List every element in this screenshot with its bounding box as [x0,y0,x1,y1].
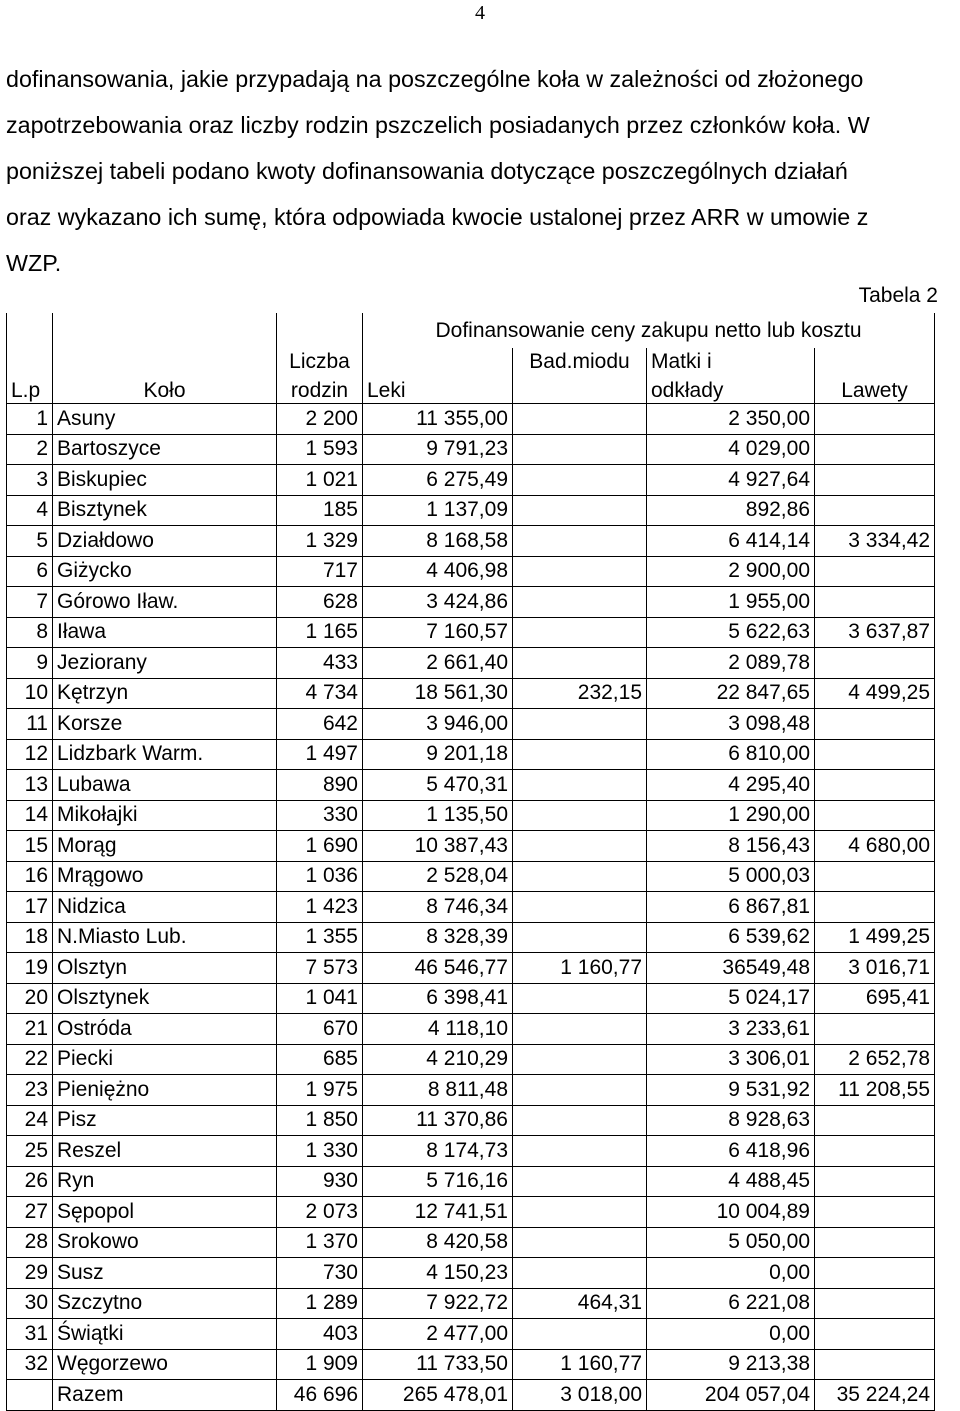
cell-lawety: 3 637,87 [815,617,935,648]
table-row [7,1044,935,1075]
cell-rodziny: 628 [277,587,363,618]
cell-lawety: 11 208,55 [815,1075,935,1106]
cell-kolo: Iława [53,617,277,648]
table-row [7,1319,935,1350]
cell-matki: 6 539,62 [647,922,815,953]
cell-lp [7,1380,53,1411]
table-row [7,983,935,1014]
table-row [7,953,935,984]
cell-lawety [815,1197,935,1228]
cell-bad-miodu [513,922,647,953]
cell-lp: 16 [7,861,53,892]
table-row [7,892,935,923]
cell-leki: 4 118,10 [363,1014,513,1045]
paragraph-line: poniższej tabeli podano kwoty dofinansowania dotyczące poszczególnych działań [6,158,848,184]
table-row [7,861,935,892]
table-row [7,617,935,648]
cell-leki: 8 168,58 [363,526,513,557]
header-kolo: Koło [53,374,277,404]
cell-lp: 30 [7,1288,53,1319]
header-rodzin: rodzin [277,374,363,404]
cell-leki: 8 420,58 [363,1227,513,1258]
total-leki: 265 478,01 [363,1380,513,1411]
cell-bad-miodu [513,495,647,526]
table-row [7,678,935,709]
cell-leki: 11 370,86 [363,1105,513,1136]
header-bad-miodu: Bad.miodu [513,348,647,374]
table-row [7,1227,935,1258]
cell-lp: 11 [7,709,53,740]
cell-matki: 6 867,81 [647,892,815,923]
cell-leki: 2 528,04 [363,861,513,892]
cell-rodziny: 930 [277,1166,363,1197]
cell-rodziny: 1 593 [277,434,363,465]
table-row [7,709,935,740]
cell-lawety [815,434,935,465]
cell-lp: 14 [7,800,53,831]
cell-kolo: Pisz [53,1105,277,1136]
cell-rodziny: 4 734 [277,678,363,709]
cell-matki: 4 295,40 [647,770,815,801]
cell-matki: 1 955,00 [647,587,815,618]
cell-kolo: Srokowo [53,1227,277,1258]
cell-bad-miodu [513,1136,647,1167]
cell-bad-miodu [513,739,647,770]
cell-lawety [815,1166,935,1197]
cell-leki: 8 746,34 [363,892,513,923]
table-row [7,404,935,435]
cell-leki: 11 355,00 [363,404,513,435]
cell-lp: 15 [7,831,53,862]
cell-matki: 0,00 [647,1258,815,1289]
header-row [7,374,935,404]
cell-kolo: Olsztyn [53,953,277,984]
cell-lawety: 4 680,00 [815,831,935,862]
cell-kolo: Susz [53,1258,277,1289]
cell-lp: 25 [7,1136,53,1167]
cell-leki: 3 946,00 [363,709,513,740]
cell-kolo: Mrągowo [53,861,277,892]
cell-matki: 3 233,61 [647,1014,815,1045]
cell-bad-miodu [513,465,647,496]
cell-lp: 7 [7,587,53,618]
paragraph-line: WZP. [6,250,62,276]
cell-kolo: Pieniężno [53,1075,277,1106]
cell-bad-miodu [513,1166,647,1197]
cell-bad-miodu [513,892,647,923]
cell-rodziny: 1 975 [277,1075,363,1106]
cell-leki: 8 174,73 [363,1136,513,1167]
cell-bad-miodu: 464,31 [513,1288,647,1319]
table-row [7,1136,935,1167]
funding-table [6,313,935,1411]
cell-rodziny: 1 423 [277,892,363,923]
cell-rodziny: 1 497 [277,739,363,770]
table-row [7,526,935,557]
cell-lawety: 3 016,71 [815,953,935,984]
cell-leki: 8 328,39 [363,922,513,953]
header-lawety: Lawety [815,374,935,404]
cell-bad-miodu: 1 160,77 [513,1349,647,1380]
cell-kolo: Ostróda [53,1014,277,1045]
cell-lp: 5 [7,526,53,557]
cell-kolo: Piecki [53,1044,277,1075]
cell-bad-miodu [513,1075,647,1106]
cell-rodziny: 403 [277,1319,363,1350]
cell-bad-miodu [513,709,647,740]
cell-lp: 3 [7,465,53,496]
cell-matki: 2 089,78 [647,648,815,679]
cell-leki: 1 135,50 [363,800,513,831]
cell-kolo: Świątki [53,1319,277,1350]
cell-kolo: Mikołajki [53,800,277,831]
cell-bad-miodu [513,1319,647,1350]
cell-bad-miodu [513,1044,647,1075]
table-row [7,1014,935,1045]
cell-lp: 2 [7,434,53,465]
cell-bad-miodu [513,648,647,679]
header-matki-2: odkłady [647,374,815,404]
table-row [7,922,935,953]
cell-kolo: Giżycko [53,556,277,587]
table-row [7,587,935,618]
table-row [7,1197,935,1228]
cell-bad-miodu: 1 160,77 [513,953,647,984]
cell-kolo: Asuny [53,404,277,435]
cell-leki: 5 716,16 [363,1166,513,1197]
cell-leki: 1 137,09 [363,495,513,526]
cell-leki: 2 477,00 [363,1319,513,1350]
cell-matki: 1 290,00 [647,800,815,831]
cell-lp: 21 [7,1014,53,1045]
cell-lawety [815,709,935,740]
header-matki-1: Matki i [647,348,815,374]
cell-leki: 3 424,86 [363,587,513,618]
cell-kolo: Lubawa [53,770,277,801]
cell-lawety [815,739,935,770]
cell-lawety [815,587,935,618]
cell-bad-miodu [513,1105,647,1136]
cell-leki: 9 201,18 [363,739,513,770]
table-row [7,800,935,831]
table-row [7,434,935,465]
cell-matki: 5 622,63 [647,617,815,648]
cell-lawety: 2 652,78 [815,1044,935,1075]
cell-lawety [815,770,935,801]
cell-lp: 10 [7,678,53,709]
page-number: 4 [475,2,485,24]
cell-lawety: 4 499,25 [815,678,935,709]
header-lp: L.p [7,374,53,404]
cell-matki: 2 350,00 [647,404,815,435]
cell-lp: 4 [7,495,53,526]
cell-leki: 4 150,23 [363,1258,513,1289]
total-lawety: 35 224,24 [815,1380,935,1411]
cell-rodziny: 1 021 [277,465,363,496]
header-row [7,313,935,348]
cell-bad-miodu [513,1014,647,1045]
paragraph-line: zapotrzebowania oraz liczby rodzin pszczelich posiadanych przez członków koła. W [6,112,870,138]
cell-lawety [815,1105,935,1136]
cell-lp: 27 [7,1197,53,1228]
cell-matki: 6 221,08 [647,1288,815,1319]
cell-bad-miodu [513,831,647,862]
cell-lawety [815,648,935,679]
cell-lp: 26 [7,1166,53,1197]
header-leki: Leki [363,374,513,404]
cell-bad-miodu [513,1197,647,1228]
total-label: Razem [53,1380,277,1411]
cell-kolo: Szczytno [53,1288,277,1319]
cell-kolo: Działdowo [53,526,277,557]
cell-lp: 28 [7,1227,53,1258]
table-row [7,1105,935,1136]
cell-lawety [815,1319,935,1350]
cell-bad-miodu [513,526,647,557]
cell-kolo: Korsze [53,709,277,740]
cell-kolo: Olsztynek [53,983,277,1014]
cell-lawety [815,1136,935,1167]
cell-lp: 8 [7,617,53,648]
cell-lawety [815,800,935,831]
cell-lp: 24 [7,1105,53,1136]
cell-lawety [815,465,935,496]
cell-rodziny: 1 690 [277,831,363,862]
cell-matki: 5 000,03 [647,861,815,892]
cell-lp: 19 [7,953,53,984]
cell-bad-miodu [513,617,647,648]
table-row [7,465,935,496]
cell-matki: 6 418,96 [647,1136,815,1167]
cell-lp: 20 [7,983,53,1014]
cell-rodziny: 1 355 [277,922,363,953]
cell-matki: 4 029,00 [647,434,815,465]
cell-lp: 17 [7,892,53,923]
cell-lp: 18 [7,922,53,953]
table-row [7,1288,935,1319]
table-row [7,1075,935,1106]
cell-rodziny: 670 [277,1014,363,1045]
cell-matki: 8 928,63 [647,1105,815,1136]
cell-rodziny: 685 [277,1044,363,1075]
cell-kolo: N.Miasto Lub. [53,922,277,953]
cell-rodziny: 1 036 [277,861,363,892]
cell-lawety: 695,41 [815,983,935,1014]
cell-bad-miodu [513,556,647,587]
cell-matki: 3 306,01 [647,1044,815,1075]
cell-leki: 7 922,72 [363,1288,513,1319]
cell-rodziny: 2 200 [277,404,363,435]
cell-lp: 31 [7,1319,53,1350]
table-row [7,1349,935,1380]
cell-rodziny: 717 [277,556,363,587]
cell-matki: 8 156,43 [647,831,815,862]
cell-lp: 12 [7,739,53,770]
cell-rodziny: 1 289 [277,1288,363,1319]
cell-kolo: Kętrzyn [53,678,277,709]
cell-matki: 36549,48 [647,953,815,984]
cell-rodziny: 890 [277,770,363,801]
cell-matki: 4 927,64 [647,465,815,496]
paragraph-line: oraz wykazano ich sumę, która odpowiada kwocie ustalonej przez ARR w umowie z [6,204,869,230]
header-liczba: Liczba [277,348,363,374]
total-matki: 204 057,04 [647,1380,815,1411]
cell-matki: 2 900,00 [647,556,815,587]
table-row [7,556,935,587]
cell-matki: 10 004,89 [647,1197,815,1228]
total-row [7,1380,935,1411]
cell-kolo: Morąg [53,831,277,862]
total-bad-miodu: 3 018,00 [513,1380,647,1411]
cell-leki: 46 546,77 [363,953,513,984]
cell-kolo: Górowo Iław. [53,587,277,618]
cell-lp: 9 [7,648,53,679]
cell-lawety [815,1014,935,1045]
cell-leki: 18 561,30 [363,678,513,709]
cell-lawety [815,1349,935,1380]
cell-lawety: 3 334,42 [815,526,935,557]
cell-rodziny: 1 370 [277,1227,363,1258]
cell-lawety: 1 499,25 [815,922,935,953]
cell-bad-miodu: 232,15 [513,678,647,709]
cell-matki: 6 810,00 [647,739,815,770]
table-row [7,495,935,526]
cell-rodziny: 330 [277,800,363,831]
cell-lp: 22 [7,1044,53,1075]
cell-matki: 6 414,14 [647,526,815,557]
table-row [7,739,935,770]
cell-leki: 8 811,48 [363,1075,513,1106]
cell-lp: 32 [7,1349,53,1380]
cell-leki: 11 733,50 [363,1349,513,1380]
cell-leki: 2 661,40 [363,648,513,679]
header-row [7,348,935,374]
cell-bad-miodu [513,800,647,831]
cell-rodziny: 433 [277,648,363,679]
cell-kolo: Bisztynek [53,495,277,526]
cell-lp: 29 [7,1258,53,1289]
cell-matki: 5 050,00 [647,1227,815,1258]
cell-bad-miodu [513,587,647,618]
cell-leki: 5 470,31 [363,770,513,801]
table-caption: Tabela 2 [858,284,938,307]
cell-bad-miodu [513,1227,647,1258]
cell-bad-miodu [513,861,647,892]
cell-lawety [815,495,935,526]
cell-matki: 22 847,65 [647,678,815,709]
table-row [7,770,935,801]
cell-matki: 3 098,48 [647,709,815,740]
cell-matki: 9 531,92 [647,1075,815,1106]
cell-kolo: Nidzica [53,892,277,923]
cell-bad-miodu [513,434,647,465]
paragraph-line: dofinansowania, jakie przypadają na poszczególne koła w zależności od złożonego [6,66,864,92]
cell-rodziny: 185 [277,495,363,526]
cell-lawety [815,1288,935,1319]
cell-rodziny: 1 041 [277,983,363,1014]
cell-bad-miodu [513,1258,647,1289]
cell-matki: 0,00 [647,1319,815,1350]
cell-leki: 10 387,43 [363,831,513,862]
cell-kolo: Jeziorany [53,648,277,679]
table-body [7,313,935,1411]
cell-leki: 6 398,41 [363,983,513,1014]
cell-matki: 9 213,38 [647,1349,815,1380]
cell-rodziny: 1 850 [277,1105,363,1136]
cell-kolo: Ryn [53,1166,277,1197]
cell-lp: 23 [7,1075,53,1106]
cell-leki: 9 791,23 [363,434,513,465]
cell-kolo: Reszel [53,1136,277,1167]
cell-lp: 13 [7,770,53,801]
cell-kolo: Lidzbark Warm. [53,739,277,770]
cell-matki: 892,86 [647,495,815,526]
cell-kolo: Sępopol [53,1197,277,1228]
table-row [7,1166,935,1197]
cell-leki: 6 275,49 [363,465,513,496]
cell-lawety [815,861,935,892]
cell-rodziny: 642 [277,709,363,740]
cell-kolo: Biskupiec [53,465,277,496]
cell-bad-miodu [513,983,647,1014]
cell-rodziny: 1 329 [277,526,363,557]
cell-leki: 4 210,29 [363,1044,513,1075]
cell-rodziny: 2 073 [277,1197,363,1228]
cell-rodziny: 7 573 [277,953,363,984]
cell-lawety [815,1227,935,1258]
cell-bad-miodu [513,404,647,435]
cell-leki: 7 160,57 [363,617,513,648]
cell-bad-miodu [513,770,647,801]
table-row [7,831,935,862]
cell-lawety [815,404,935,435]
cell-kolo: Bartoszyce [53,434,277,465]
cell-matki: 4 488,45 [647,1166,815,1197]
cell-lawety [815,892,935,923]
cell-kolo: Węgorzewo [53,1349,277,1380]
cell-rodziny: 730 [277,1258,363,1289]
cell-rodziny: 1 330 [277,1136,363,1167]
cell-matki: 5 024,17 [647,983,815,1014]
total-rodziny: 46 696 [277,1380,363,1411]
cell-rodziny: 1 165 [277,617,363,648]
cell-rodziny: 1 909 [277,1349,363,1380]
header-funding-group: Dofinansowanie ceny zakupu netto lub kosztu [363,313,935,348]
cell-lawety [815,556,935,587]
cell-lp: 1 [7,404,53,435]
table-row [7,648,935,679]
cell-lp: 6 [7,556,53,587]
cell-leki: 12 741,51 [363,1197,513,1228]
intro-paragraph [6,56,956,286]
cell-leki: 4 406,98 [363,556,513,587]
cell-lawety [815,1258,935,1289]
table-row [7,1258,935,1289]
